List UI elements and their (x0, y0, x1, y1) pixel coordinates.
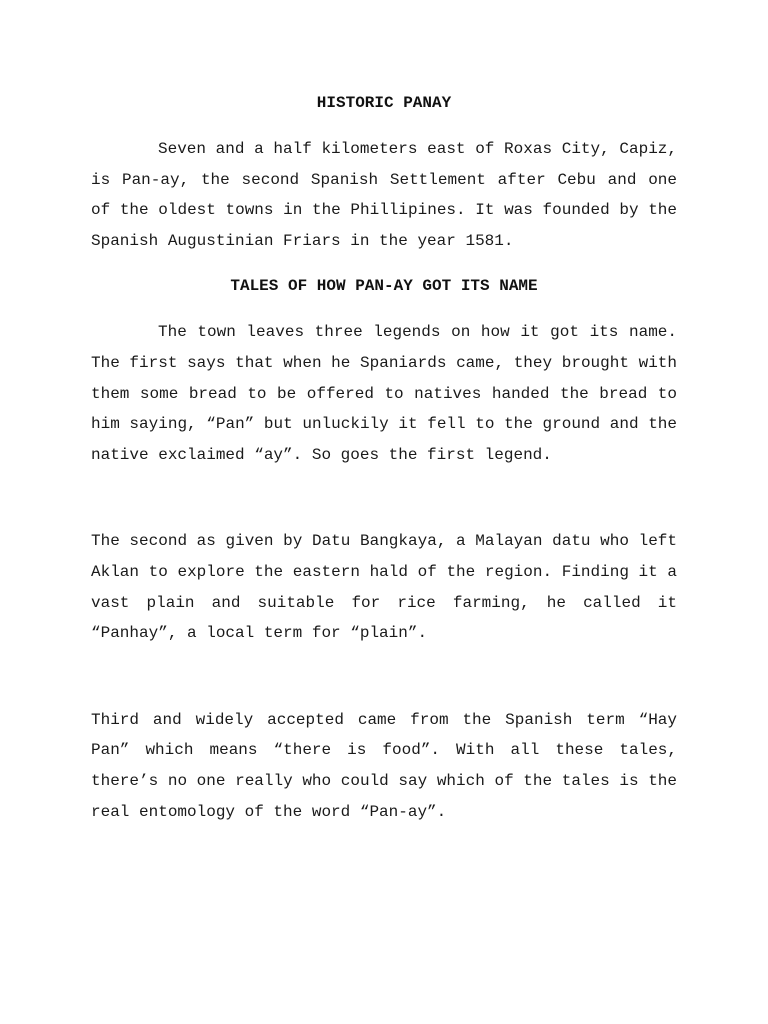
section-heading: TALES OF HOW PAN-AY GOT ITS NAME (230, 277, 538, 296)
intro-paragraph: Seven and a half kilometers east of Roxas City, Capiz, is Pan-ay, the second Spanish Settlement after Cebu and one of the oldest towns in the Phillipines. It was founded by the Spanish Augustinian Friars in the year 1581. (91, 140, 677, 250)
legend-paragraph-1: The town leaves three legends on how it got its name. The first says that when he Spaniards came, they brought with them some bread to be offered to natives handed the bread to him saying, “Pan” but unluckily it fell to the ground and the native exclaimed “ay”. So goes the first legend. (91, 323, 677, 464)
document-title: HISTORIC PANAY (316, 94, 452, 112)
legend-paragraph-3: Third and widely accepted came from the Spanish term “Hay Pan” which means “there is food”. With all these tales, there’s no one really who could say which of the tales is the real entomology of the word “Pan-ay”. (91, 710, 677, 821)
legend-paragraph-2: The second as given by Datu Bangkaya, a Malayan datu who left Aklan to explore the eastern hald of the region. Finding it a vast plain and suitable for rice farming, he called it “Panhay”, a local term for “plain”. (91, 532, 677, 643)
document-body (91, 88, 677, 827)
